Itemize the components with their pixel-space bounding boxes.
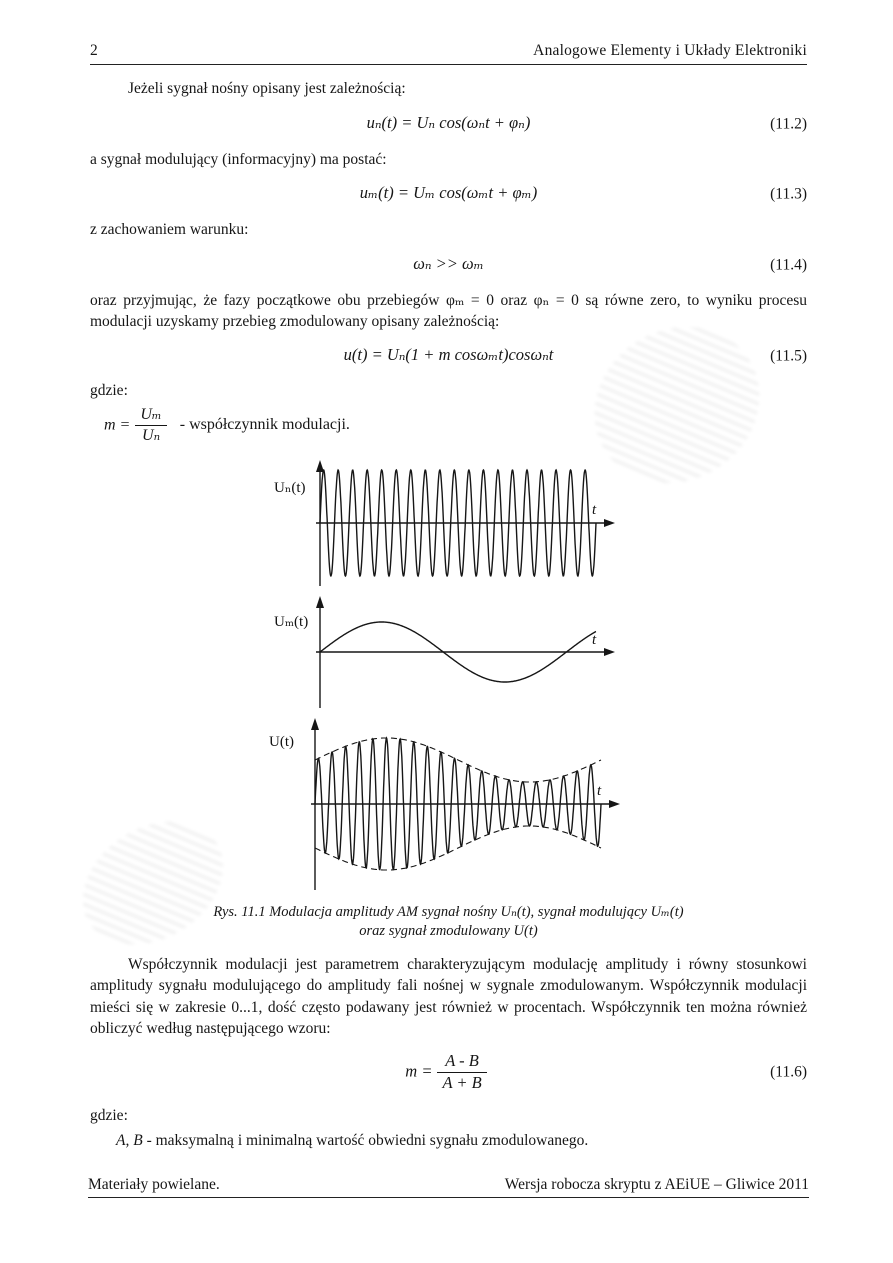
fraction-numerator: A - B — [437, 1052, 486, 1073]
equation-number: (11.5) — [770, 347, 807, 365]
equation-number: (11.6) — [770, 1063, 807, 1081]
plot-xlabel: t — [596, 783, 601, 800]
equation-body: uₘ(t) = Uₘ cos(ωₘt + φₘ) — [359, 183, 538, 203]
paragraph: z zachowaniem warunku: — [90, 221, 249, 239]
figure-11-1 — [90, 455, 807, 941]
fraction — [135, 406, 166, 446]
caption-line: oraz sygnał zmodulowany U(t) — [359, 923, 538, 940]
running-title: Analogowe Elementy i Układy Elektroniki — [533, 42, 807, 59]
ab-term: A, B — [116, 1131, 143, 1149]
modulated-waveform-plot — [269, 716, 629, 892]
plot-xlabel: t — [591, 632, 596, 649]
fraction-description: - współczynnik modulacji. — [179, 416, 350, 434]
equation-11-4 — [90, 253, 807, 277]
equation-number: (11.3) — [770, 185, 807, 203]
label-gdzie: gdzie: — [90, 1106, 128, 1124]
equation-body — [405, 1052, 491, 1093]
ab-description: - maksymalną i minimalną wartość obwiedni sygnału zmodulowanego. — [146, 1131, 589, 1149]
fraction-denominator: Uₙ — [142, 427, 161, 445]
paragraph: oraz przyjmując, że fazy początkowe obu przebiegów φₘ = 0 oraz φₙ = 0 są równe zero, to wyniku procesu modulacji uzyskamy przebieg zmodulowany opisany zależnością: — [90, 291, 807, 330]
fraction-lhs: m = — [104, 416, 131, 434]
equation-number: (11.2) — [770, 115, 807, 133]
equation-11-3 — [90, 182, 807, 206]
fraction-denominator: A + B — [442, 1072, 482, 1092]
fraction-lhs: m = — [405, 1060, 433, 1080]
carrier-waveform-plot — [274, 458, 624, 588]
caption-line: Rys. 11.1 Modulacja amplitudy AM sygnał nośny Uₙ(t), sygnał modulujący Uₘ(t) — [213, 904, 684, 921]
page-footer — [88, 1176, 809, 1198]
paragraph: a sygnał modulujący (informacyjny) ma postać: — [90, 150, 387, 168]
fraction-numerator: Uₘ — [135, 406, 166, 426]
paragraph-coefficient: Współczynnik modulacji jest parametrem charakteryzującym modulację amplitudy i równy stosunkowi amplitudy sygnału modulującego do amplitudy fali nośnej w sygnale zmodulowanym. Współczynnik modulacji mieści się w zakresie 0...1, dość często podawany jest również w procentach. Współczynnik ten można również obliczyć według następującego wzoru: — [90, 956, 807, 1038]
page-number: 2 — [90, 42, 98, 59]
equation-number: (11.4) — [770, 255, 807, 273]
label-gdzie: gdzie: — [90, 382, 128, 400]
paragraph-intro: Jeżeli sygnał nośny opisany jest zależnością: — [128, 80, 406, 98]
equation-11-5 — [90, 344, 807, 368]
ab-definition — [90, 1130, 807, 1151]
equation-11-6 — [90, 1052, 807, 1093]
page-header — [90, 40, 807, 65]
equation-11-2 — [90, 112, 807, 136]
equation-body: u(t) = Uₙ(1 + m cosωₘt)cosωₙt — [343, 345, 554, 365]
equation-body: uₙ(t) = Uₙ cos(ωₙt + φₙ) — [366, 112, 531, 132]
plot-ylabel: Uₙ(t) — [273, 480, 305, 497]
footer-left: Materiały powielane. — [88, 1176, 220, 1193]
plot-ylabel: Uₘ(t) — [273, 614, 308, 631]
modulation-coefficient-definition — [104, 406, 807, 446]
modulating-waveform-plot — [274, 594, 624, 710]
figure-caption — [213, 903, 683, 941]
plot-ylabel: U(t) — [268, 734, 294, 751]
equation-body: ωₙ >> ωₘ — [413, 253, 484, 273]
fraction — [437, 1052, 486, 1093]
plot-xlabel: t — [591, 502, 596, 519]
footer-right: Wersja robocza skryptu z AEiUE – Gliwice 2011 — [504, 1176, 809, 1193]
